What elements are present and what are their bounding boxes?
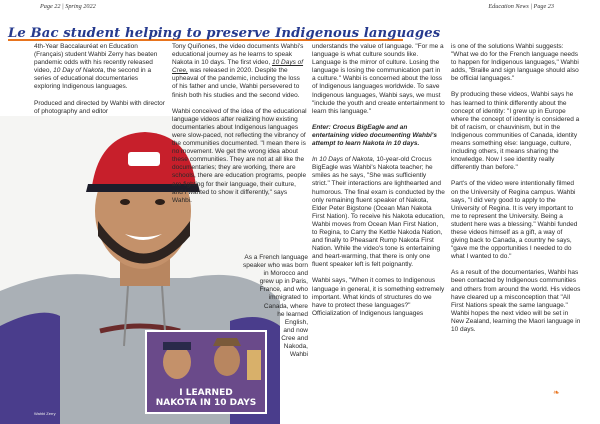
col2-wrap-line: Canada, where [263, 302, 308, 310]
column-3 [312, 43, 445, 326]
col2-wrap-line: he learned [277, 310, 308, 318]
col3-paragraph-4: Wahbi says, "When it comes to Indigenous language in general, it is something extremely important. What kinds of structures do we have to protect these languages?" Officialization of Indigenous languages [312, 277, 445, 317]
col2-wrap-line: Wahbi [289, 351, 308, 359]
col4-paragraph-4: As a result of the documentaries, Wahbi has been contacted by Indigenous communities and others from around the world. His videos have cleared up a misconception that "All First Nations speak the same language." Wahbi hopes the next video will be set in New Zealand, learning the Maori language in 10 days. [451, 269, 581, 333]
col2-wrap-line: English, [284, 318, 308, 326]
photo-caption: Wahbi Zerry [34, 411, 56, 416]
col3-paragraph-3: In 10 Days of Nakota, 10-year-old Crocus BigEagle was Wahbi's Nakota teacher; he smiles as he says, "She was sufficiently strict." Their interactions are lighthearted and humorous. The final exam is conducted by the only remaining fluent speaker of Nakota, Elder Peter Bigstone (Ocean Man Nakota First Nation). To receive his Nakota education, Wahbi moves from Ocean Man First Nation, to Regina, to Carry the Kettle Nakoda Nation, and finally to Pheasant Rump Nakota First Nation. While the video's tone is entertaining and heart-warming, that there is only one fluent speaker left is felt poignantly. [312, 156, 445, 269]
cree-video-link[interactable]: 10 Days of Cree, [172, 59, 304, 75]
col2-wrap-line: grew up in Paris, [259, 278, 308, 286]
col2-wrap-line: Nakoda, [283, 343, 308, 351]
page-header-right: Education News | Page 23 [488, 3, 554, 10]
col2-wrap-line: speaker who was born [242, 262, 308, 270]
col2-wrap-line: Cree and [281, 334, 308, 342]
title-text: Le Bac student helping to preserve Indigenous languages [8, 26, 441, 41]
col1-paragraph-1: 4th-Year Baccalauréat en Education (Français) student Wahbi Zerry has beaten pandemic odds with his recently released video, 10 Day of Nakota, the second in a series of educational documentaries exploring Indigenous languages. [34, 43, 158, 91]
col2-wrap-line: and now [283, 326, 308, 334]
page-header-left: Page 22 | Spring 2022 [40, 3, 96, 10]
column-1 [34, 43, 166, 124]
col4-paragraph-2: By producing these videos, Wahbi says he has learned to think differently about the concept of identity: "I grew up in Europe where the concept of identity is considered a bit of racism, or chauvinism, but in the Indigenous communities of Canada, identity means something else: language, culture, including others, it means sharing the knowledge. Now I see identity really differently than before." [451, 91, 580, 172]
col2-wrap-line: immigrated to [268, 294, 308, 302]
col2-paragraph-1: Tony Quiñones, the video documents Wahbi's educational journey as he learns to speak Nakota in 10 days. The first video, 10 Days of Cree, was released in 2020. Despite the upheaval of the pandemic, including the loss of his father and uncle, Wahbi persevered to finish both his studies and the second video. [172, 43, 304, 99]
col2-wrap-line: in Morocco and [263, 270, 308, 278]
col1-paragraph-2: Produced and directed by Wahbi with director of photography and editor [34, 99, 165, 115]
col4-paragraph-3: Part's of the video were intentionally filmed on the University of Regina campus. Wahbi says, "I did very good to apply to the University of Regina. It is very important to me to represent the University. Being a student here was a blessing." Wahbi funded these videos himself as a gift, a way of giving back to Canada, a country he says, "gave me the opportunities I needed to do what I wanted to do." [451, 180, 578, 261]
col2-wrap-line: France, and who [259, 286, 308, 294]
article-title [8, 26, 441, 44]
column-2 [172, 43, 307, 213]
thumbnail-title [149, 388, 263, 408]
col3-paragraph-1: understands the value of language. "For me a language is what culture sounds like. Language is the mirror of culture. Losing the language is losing the communication part in a culture." Wahbi is concerned about the loss of Indigenous languages worldwide. To save Indigenous languages, Wahbi says, we must "include the youth and create entertainment to learn this language." [312, 43, 445, 115]
end-mark-icon: ❧ [553, 388, 560, 397]
thumbnail-line-1: I LEARNED [179, 388, 233, 398]
thumbnail-line-2: NAKOTA IN 10 DAYS [155, 398, 257, 408]
col2-wrap-line: As a French language [244, 254, 308, 261]
column-4 [451, 43, 581, 342]
col3-subheading: Enter: Crocus BigEagle and an entertaining video documenting Wahbi's attempt to learn Nakota in 10 days. [312, 123, 437, 148]
col4-paragraph-1: is one of the solutions Wahbi suggests: "What we do for the French language needs to happen for Indigenous languages," Wahbi adds, "Braille and sign language should also be official languages." [451, 43, 579, 83]
column-2-wrap [200, 254, 308, 359]
col2-paragraph-2: Wahbi conceived of the idea of the educational language videos after realizing how existing documentaries about Indigenous languages were slow-paced, not reflecting the vibrancy of the communities documented. "I mean there is no movement. We get the wrong idea about these communities. They are not at all like the documentaries; they are working, there are schools, there are education programs, people are fighting for their language, their culture, and I wanted to show it differently," says Wahbi. [172, 107, 307, 204]
